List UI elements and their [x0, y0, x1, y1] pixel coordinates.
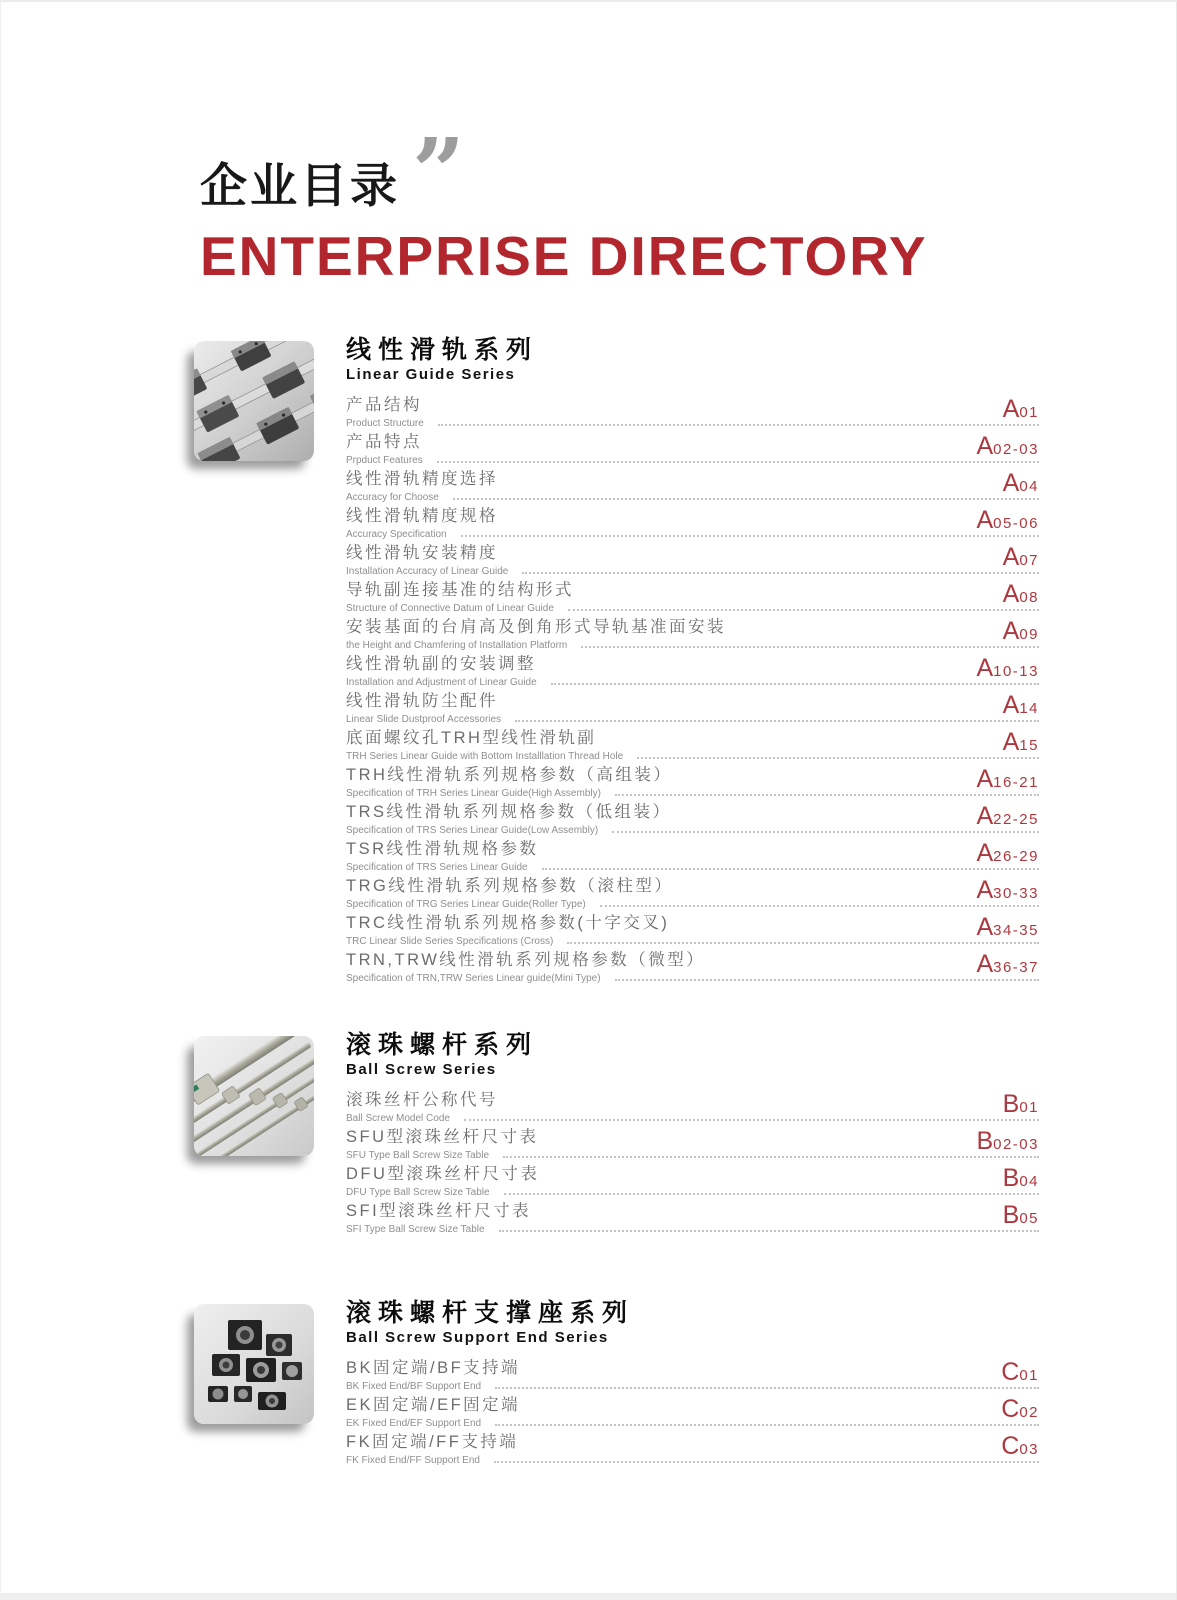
entry-title-zh: TRG线性滑轨系列规格参数（滚柱型）	[346, 877, 674, 895]
entry-page-code[interactable]	[970, 877, 1039, 904]
page-code-number: 02	[1019, 1404, 1039, 1421]
dotted-leader	[567, 942, 1039, 944]
page-code-number: 01	[1019, 404, 1039, 421]
page-code-letter: A	[976, 765, 994, 793]
support-end-blocks-photo	[194, 1304, 314, 1424]
section-entry-list	[346, 394, 1039, 986]
page-code-number: 02-03	[993, 441, 1039, 458]
entry-title-zh: TRH线性滑轨系列规格参数（高组装）	[346, 766, 673, 784]
entry-title-zh: 产品结构	[346, 396, 422, 414]
page-code-letter: C	[1001, 1432, 1020, 1460]
page-code-number: 15	[1019, 737, 1039, 754]
page-header	[200, 118, 928, 287]
page-code-number: 09	[1019, 626, 1039, 643]
page-code-letter: B	[976, 1127, 994, 1155]
section-support-end	[194, 1298, 1039, 1468]
page-code-number: 05	[1019, 1210, 1039, 1227]
entry-title-en: the Height and Chamfering of Installation Platform	[346, 640, 568, 651]
entry-page-code[interactable]	[970, 914, 1039, 941]
entry-title-en: EK Fixed End/EF Support End	[346, 1418, 482, 1429]
page-code-letter: A	[1002, 580, 1020, 608]
page-code-letter: A	[1002, 543, 1020, 571]
dotted-leader	[437, 461, 1039, 463]
entry-page-code[interactable]	[970, 1128, 1039, 1155]
toc-entry[interactable]	[346, 505, 1039, 542]
toc-entry[interactable]	[346, 616, 1039, 653]
entry-page-code[interactable]	[970, 951, 1039, 978]
entry-page-code[interactable]	[997, 581, 1039, 608]
page-code-letter: A	[976, 654, 994, 682]
dotted-leader	[515, 720, 1039, 722]
toc-entry[interactable]	[346, 1089, 1039, 1126]
entry-title-zh: 滚珠丝杆公称代号	[346, 1091, 498, 1109]
entry-page-code[interactable]	[997, 1091, 1039, 1118]
page-code-number: 08	[1019, 589, 1039, 606]
toc-entry[interactable]	[346, 949, 1039, 986]
page-title-zh: 企业目录	[200, 159, 400, 212]
entry-title-en: Specification of TRS Series Linear Guide(Low Assembly)	[346, 825, 599, 836]
section-title-zh: 线性滑轨系列	[346, 336, 539, 364]
entry-title-en: Product Structure	[346, 418, 424, 429]
entry-page-code[interactable]	[970, 766, 1039, 793]
page-code-letter: B	[1002, 1201, 1020, 1229]
page-code-number: 14	[1019, 700, 1039, 717]
entry-title-en: Accuracy for Choose	[346, 492, 439, 503]
entry-title-zh: FK固定端/FF支持端	[346, 1433, 519, 1451]
entry-title-en: Structure of Connective Datum of Linear Guide	[346, 603, 554, 614]
quote-icon: ”	[412, 118, 465, 226]
toc-entry[interactable]	[346, 431, 1039, 468]
entry-page-code[interactable]	[997, 396, 1039, 423]
dotted-leader	[438, 424, 1039, 426]
entry-title-en: TRH Series Linear Guide with Bottom Installlation Thread Hole	[346, 751, 624, 762]
dotted-leader	[600, 905, 1039, 907]
entry-page-code[interactable]	[970, 803, 1039, 830]
entry-title-en: BK Fixed End/BF Support End	[346, 1381, 482, 1392]
page-code-letter: A	[1002, 395, 1020, 423]
toc-entry[interactable]	[346, 875, 1039, 912]
section-entry-list	[346, 1357, 1039, 1468]
dotted-leader	[581, 646, 1039, 648]
page-code-number: 16-21	[993, 774, 1039, 791]
entry-page-code[interactable]	[995, 1359, 1039, 1386]
toc-entry[interactable]	[346, 579, 1039, 616]
dotted-leader	[504, 1193, 1039, 1195]
dotted-leader	[461, 535, 1039, 537]
entry-title-zh: 安装基面的台肩高及倒角形式导轨基准面安装	[346, 618, 726, 636]
dotted-leader	[499, 1230, 1039, 1232]
entry-page-code[interactable]	[997, 470, 1039, 497]
entry-title-zh: 产品特点	[346, 433, 422, 451]
page-code-letter: A	[976, 913, 994, 941]
entry-title-zh: 线性滑轨副的安装调整	[346, 655, 536, 673]
page-code-number: 10-13	[993, 663, 1039, 680]
entry-title-zh: DFU型滚珠丝杆尺寸表	[346, 1165, 540, 1183]
section-entry-list	[346, 1089, 1039, 1237]
entry-title-zh: 线性滑轨精度规格	[346, 507, 498, 525]
entry-page-code[interactable]	[997, 618, 1039, 645]
section-title-zh: 滚珠螺杆系列	[346, 1031, 539, 1059]
entry-title-zh: TRC线性滑轨系列规格参数(十字交叉)	[346, 914, 670, 932]
page-bottom-edge	[1, 1593, 1176, 1600]
entry-title-en: Installation and Adjustment of Linear Guide	[346, 677, 537, 688]
dotted-leader	[612, 831, 1039, 833]
dotted-leader	[453, 498, 1039, 500]
toc-entry[interactable]	[346, 727, 1039, 764]
entry-title-zh: BK固定端/BF支持端	[346, 1359, 521, 1377]
entry-title-en: TRC Linear Slide Series Specifications (Cross)	[346, 936, 554, 947]
entry-title-en: Ball Screw Model Code	[346, 1113, 450, 1124]
dotted-leader	[495, 1424, 1039, 1426]
section-title-zh: 滚珠螺杆支撑座系列	[346, 1299, 635, 1327]
page-code-number: 04	[1019, 478, 1039, 495]
section-ball-screw	[194, 1030, 1039, 1237]
page-code-letter: A	[976, 802, 994, 830]
page-code-letter: A	[976, 432, 994, 460]
page-code-number: 22-25	[993, 811, 1039, 828]
entry-title-en: FK Fixed End/FF Support End	[346, 1455, 480, 1466]
entry-page-code[interactable]	[995, 1433, 1039, 1460]
page-code-number: 05-06	[993, 515, 1039, 532]
entry-title-zh: 导轨副连接基准的结构形式	[346, 581, 574, 599]
page-code-letter: A	[1002, 728, 1020, 756]
page-code-letter: A	[976, 950, 994, 978]
page-code-letter: B	[1002, 1090, 1020, 1118]
section-title-en: Linear Guide Series	[346, 366, 516, 383]
toc-entry[interactable]	[346, 1126, 1039, 1163]
ball-screws-photo	[194, 1036, 314, 1156]
entry-title-zh: 底面螺纹孔TRH型线性滑轨副	[346, 729, 597, 747]
entry-title-zh: TRS线性滑轨系列规格参数（低组装）	[346, 803, 672, 821]
entry-title-en: Specification of TRG Series Linear Guide(Roller Type)	[346, 899, 586, 910]
section-linear-guide	[194, 335, 1039, 986]
page-code-number: 36-37	[993, 959, 1039, 976]
page-code-letter: A	[976, 506, 994, 534]
dotted-leader	[494, 1461, 1039, 1463]
entry-title-en: Specification of TRN,TRW Series Linear guide(Mini Type)	[346, 973, 601, 984]
entry-title-zh: 线性滑轨安装精度	[346, 544, 498, 562]
entry-title-en: SFU Type Ball Screw Size Table	[346, 1150, 490, 1161]
page-code-number: 01	[1019, 1367, 1039, 1384]
dotted-leader	[551, 683, 1039, 685]
entry-page-code[interactable]	[997, 729, 1039, 756]
entry-page-code[interactable]	[997, 544, 1039, 571]
dotted-leader	[615, 979, 1039, 981]
entry-title-en: SFI Type Ball Screw Size Table	[346, 1224, 485, 1235]
dotted-leader	[503, 1156, 1039, 1158]
entry-page-code[interactable]	[997, 1202, 1039, 1229]
toc-entry[interactable]	[346, 1163, 1039, 1200]
toc-entry[interactable]	[346, 912, 1039, 949]
entry-title-en: Accuracy Specification	[346, 529, 447, 540]
toc-entry[interactable]	[346, 1357, 1039, 1394]
toc-entry[interactable]	[346, 801, 1039, 838]
entry-page-code[interactable]	[970, 507, 1039, 534]
page-code-number: 30-33	[993, 885, 1039, 902]
toc-entry[interactable]	[346, 468, 1039, 505]
dotted-leader	[568, 609, 1039, 611]
page-code-number: 34-35	[993, 922, 1039, 939]
toc-entry[interactable]	[346, 1431, 1039, 1468]
section-title-en: Ball Screw Series	[346, 1061, 497, 1078]
page-code-letter: C	[1001, 1395, 1020, 1423]
toc-entry[interactable]	[346, 542, 1039, 579]
entry-page-code[interactable]	[970, 433, 1039, 460]
entry-title-zh: TRN,TRW线性滑轨系列规格参数（微型）	[346, 951, 706, 969]
page-code-letter: C	[1001, 1358, 1020, 1386]
page-title-en: ENTERPRISE DIRECTORY	[200, 225, 928, 287]
entry-title-zh: 线性滑轨精度选择	[346, 470, 498, 488]
entry-title-en: Prpduct Features	[346, 455, 423, 466]
dotted-leader	[495, 1387, 1039, 1389]
page-code-number: 03	[1019, 1441, 1039, 1458]
section-title-en: Ball Screw Support End Series	[346, 1329, 609, 1346]
entry-page-code[interactable]	[970, 655, 1039, 682]
entry-title-zh: EK固定端/EF固定端	[346, 1396, 521, 1414]
toc-entry[interactable]	[346, 838, 1039, 875]
page-code-number: 04	[1019, 1173, 1039, 1190]
entry-title-en: Linear Slide Dustproof Accessories	[346, 714, 502, 725]
entry-title-en: Installation Accuracy of Linear Guide	[346, 566, 509, 577]
page-code-number: 07	[1019, 552, 1039, 569]
toc-entry[interactable]	[346, 394, 1039, 431]
page-code-letter: B	[1002, 1164, 1020, 1192]
entry-title-zh: TSR线性滑轨规格参数	[346, 840, 539, 858]
page-code-letter: A	[1002, 469, 1020, 497]
page-code-number: 02-03	[993, 1136, 1039, 1153]
dotted-leader	[464, 1119, 1039, 1121]
toc-entry[interactable]	[346, 690, 1039, 727]
entry-page-code[interactable]	[997, 1165, 1039, 1192]
dotted-leader	[522, 572, 1039, 574]
entry-page-code[interactable]	[997, 692, 1039, 719]
page-code-letter: A	[976, 839, 994, 867]
entry-title-en: Specification of TRS Series Linear Guide	[346, 862, 528, 873]
entry-page-code[interactable]	[995, 1396, 1039, 1423]
dotted-leader	[615, 794, 1039, 796]
toc-entry[interactable]	[346, 653, 1039, 690]
dotted-leader	[637, 757, 1039, 759]
entry-title-zh: SFI型滚珠丝杆尺寸表	[346, 1202, 532, 1220]
toc-entry[interactable]	[346, 764, 1039, 801]
page-code-letter: A	[1002, 691, 1020, 719]
toc-entry[interactable]	[346, 1200, 1039, 1237]
page-code-letter: A	[976, 876, 994, 904]
linear-guide-rails-photo	[194, 341, 314, 461]
entry-page-code[interactable]	[970, 840, 1039, 867]
toc-entry[interactable]	[346, 1394, 1039, 1431]
entry-title-en: Specification of TRH Series Linear Guide(High Assembly)	[346, 788, 601, 799]
entry-title-en: DFU Type Ball Screw Size Table	[346, 1187, 490, 1198]
entry-title-zh: SFU型滚珠丝杆尺寸表	[346, 1128, 539, 1146]
page-code-letter: A	[1002, 617, 1020, 645]
dotted-leader	[542, 868, 1039, 870]
page-code-number: 01	[1019, 1099, 1039, 1116]
entry-title-zh: 线性滑轨防尘配件	[346, 692, 498, 710]
page-code-number: 26-29	[993, 848, 1039, 865]
